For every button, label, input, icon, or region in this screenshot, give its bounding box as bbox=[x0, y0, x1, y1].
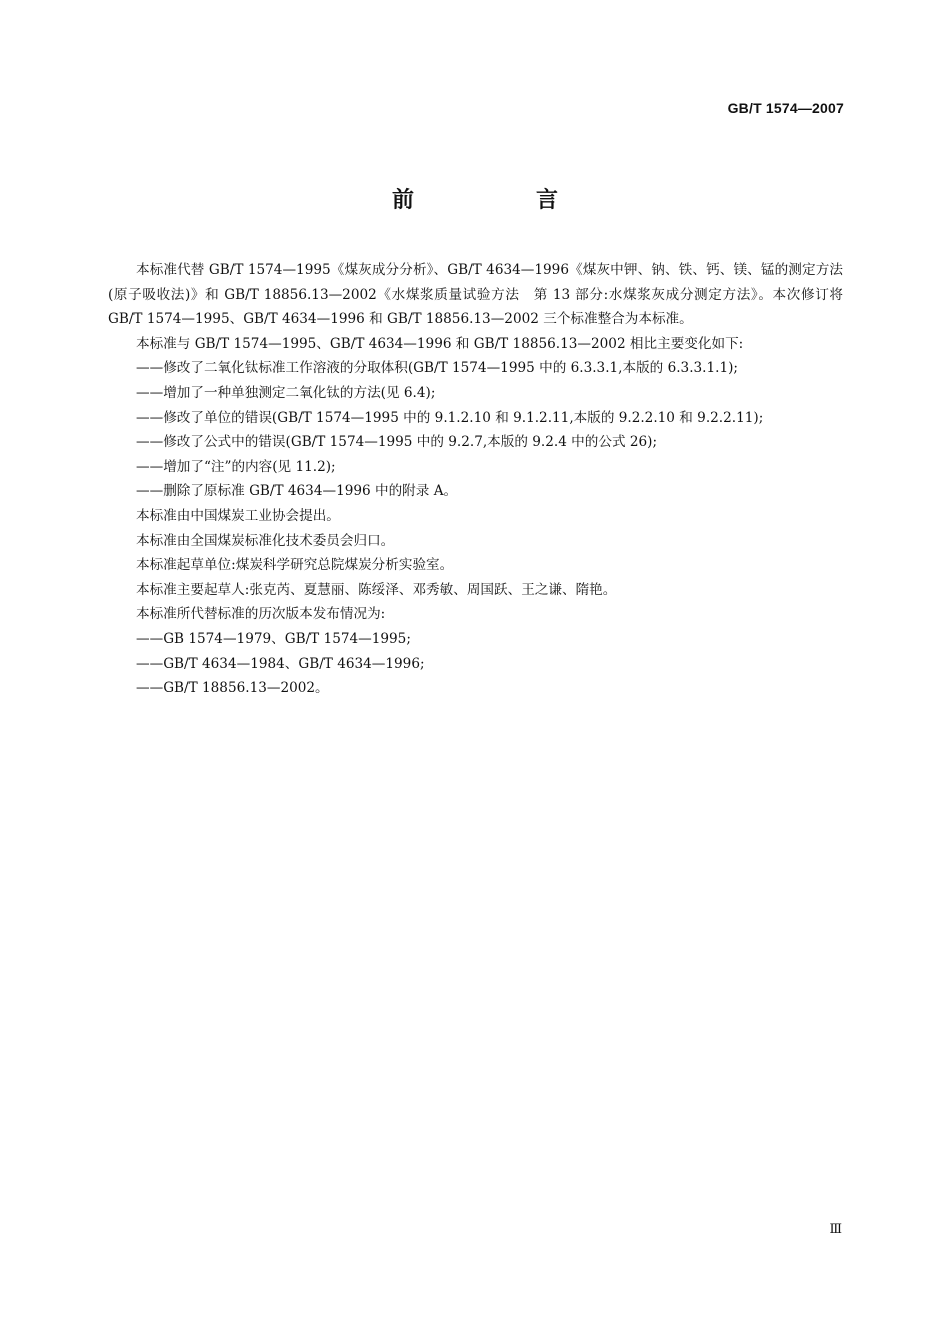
drafters-paragraph: 本标准主要起草人:张克芮、夏慧丽、陈绥泽、邓秀敏、周国跃、王之谦、隋艳。 bbox=[136, 581, 617, 598]
history-item: ——GB 1574—1979、GB/T 1574—1995; bbox=[136, 630, 411, 647]
history-item: ——GB/T 4634—1984、GB/T 4634—1996; bbox=[136, 655, 425, 672]
change-item: ——修改了二氧化钛标准工作溶液的分取体积(GB/T 1574—1995 中的 6.3.3.1,本版的 6.3.3.1.1); bbox=[136, 360, 738, 377]
intro-paragraph: 本标准代替 GB/T 1574—1995《煤灰成分分析》、GB/T 4634—1996《煤灰中钾、钠、铁、钙、镁、锰的测定方法(原子吸收法)》和 GB/T 18856.13—2002《水煤浆质量试验方法 第 13 部分:水煤浆灰成分测定方法》。本次修订将 GB/T 1574—1995、GB/T 4634—1996 和 GB/T 18856.13—2002 三个标准整合为本标准。 bbox=[108, 262, 843, 328]
page-title: 前 言 bbox=[391, 188, 608, 213]
page-number: Ⅲ bbox=[829, 1222, 842, 1237]
history-intro: 本标准所代替标准的历次版本发布情况为: bbox=[136, 606, 386, 623]
foreword-body bbox=[108, 258, 843, 701]
changes-intro: 本标准与 GB/T 1574—1995、GB/T 4634—1996 和 GB/T 18856.13—2002 相比主要变化如下: bbox=[136, 335, 744, 352]
change-item: ——修改了公式中的错误(GB/T 1574—1995 中的 9.2.7,本版的 9.2.4 中的公式 26); bbox=[136, 434, 658, 451]
proposer-paragraph: 本标准由中国煤炭工业协会提出。 bbox=[136, 507, 340, 524]
change-item: ——删除了原标准 GB/T 4634—1996 中的附录 A。 bbox=[136, 483, 458, 500]
change-item: ——增加了一种单独测定二氧化钛的方法(见 6.4); bbox=[136, 384, 436, 401]
history-item: ——GB/T 18856.13—2002。 bbox=[136, 680, 329, 697]
change-item: ——修改了单位的错误(GB/T 1574—1995 中的 9.1.2.10 和 9.1.2.11,本版的 9.2.2.10 和 9.2.2.11); bbox=[136, 409, 764, 426]
committee-paragraph: 本标准由全国煤炭标准化技术委员会归口。 bbox=[136, 532, 395, 549]
standard-code: GB/T 1574—2007 bbox=[727, 100, 844, 116]
drafting-unit-paragraph: 本标准起草单位:煤炭科学研究总院煤炭分析实验室。 bbox=[136, 557, 454, 574]
change-item: ——增加了“注”的内容(见 11.2); bbox=[136, 458, 336, 475]
